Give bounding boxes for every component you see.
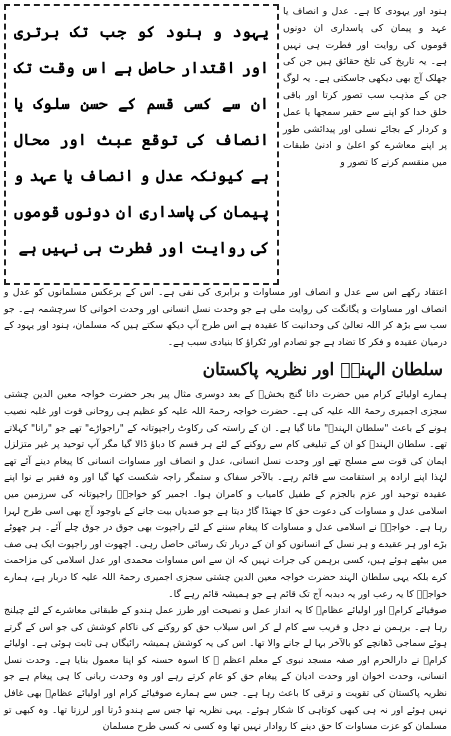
article-body <box>4 285 447 736</box>
section-heading: سلطان الہندؒ اور نظریہ پاکستان <box>202 360 443 381</box>
pull-quote-box <box>4 4 279 285</box>
pull-quote-text: یہود و ہنود کو جب تک برتری اور اقتدار حاصل ہے اس وقت تک ان سے کسی قسم کے حسن سلوک یا انصاف کی توقع عبث اور محال ہے کیونکہ عدل و انصاف یا عہد و پیمان کی پاسداری ان دونوں قوموں کی روایت اور فطرت ہی نہیں ہے <box>14 22 269 257</box>
paragraph-2: ہمارے اولیائے کرام میں حضرت داتا گنج بخشؒ کے بعد دوسری مثال پیر بجر حضرت خواجہ معین الدین چشتی سجزی اجمیری رحمۃ اللہ علیہ کی ہے۔ حضرت خواجہ رحمۃ اللہ علیہ کو عظیم ہی روحانی قوت اور غلبہ نصیب ہونے کے باعث "سلطان الہندؒ" مانا گیا ہے۔ ان کے راستہ کی رکاوٹ راجپوتانہ کے "راجواڑے" تھے جو "رانا" کہلاتے تھے۔ سلطان الہندؒ کو ان کے تبلیغی کام سے روکنے کے لئے ہر قسم کا دباؤ ڈالا گیا مگر آپ توحید پر غیر متزلزل ایمان کی قوت سے مسلح تھے اور وحدت نسل انسانی، عدل و انصاف اور مساوات انسانی کا پیغام دینے آئے تھے لہٰذا اپنے ارادہ پر استقامت سے قائم رہے۔ بالآخر سفاک و ستمگر راجہ شکست کھا گیا اور وہ فقیر بے نوا اپنے عقیدہ توحید اور عزم بالجزم کے طفیل کامیاب و کامران ہوا۔ اجمیر کو خواجہؒ راجپوتانہ کی سرزمین میں اسلامی عدل و مساوات کی دعوت حق کا جھنڈا گاڑ دیتا ہے جو صدیاں بیت جانے کے باوجود آج بھی اسی طرح لہرا رہا ہے۔ خواجہؒ نے اسلامی عدل و مساوات کا پیغام سننے کے لئے راجپوت بھی جوق در جوق چلے آئے۔ ہر چھوٹے بڑے اور ہر عقیدے و ہر نسل کے انسانوں کو ان کے دربار تک رسائی حاصل رہی۔ اچھوت اور راجپوت ایک ہی صف میں بیٹھے ہوئے ہیں، کسی برہمن کی جرات نہیں کہ ان سے اس مساوات محمدی اور عدل اسلامی کی مزاحمت کرے بلکہ یہی سلطان الہند حضرت خواجہ معین الدین چشتی سجزی اجمیری رحمۃ اللہ علیہ کا دربار ہے، ہمارے خواجہؒ کا یہ رعب اور یہ دبدبہ آج تک قائم ہے جو ہمیشہ قائم رہے گا۔ <box>4 389 447 600</box>
paragraph-1: اعتقاد رکھے اس سے عدل و انصاف اور مساوات و برابری کی نفی ہے۔ اس کے برعکس مسلمانوں کو عدل و انصاف اور مساوات و یگانگت کی روایت ملی ہے جو وحدت نسل انسانی اور وحدت اخوانی کا سرچشمہ ہے۔ جو سب سے بڑھ کر اللہ تعالیٰ کی وحدانیت کا عقیدہ ہے اس طرح آپ دیکھ سکتے ہیں کہ مسلمان، ہنود اور یہود کے درمیان عقیدہ و فکر کا تضاد ہے جو تصادم اور ٹکراؤ کا بنیادی سبب ہے۔ <box>4 287 447 348</box>
paragraph-3: صوفیائے کرامؒ اور اولیائے عظامؒ کا یہ انداز عمل و نصیحت اور طرز عمل ہندو کے طبقاتی معاشرے کے لئے چیلنج رہا ہے۔ برہمن نے دجل و فریب سے کام لے کر اس سیلاب حق کو روکنے کی ناکام کوشش کی جو اس کے گرتے ہوئے سماجی ڈھانچے کو بالآخر بہا لے جانے والا تھا۔ اس کی یہ کوشش ہمیشہ رائیگاں ہی ثابت ہوئی ہے۔ اولیائے کرامؒ نے دارالحرم اور صفہ مسجد نبوی کے معلم اعظم ﷺ کا اسوہ حسنہ کو اپنا معمول بنایا ہے۔ وحدت نسل انسانی، وحدت اخوان اور وحدت ادیان کے پیغام حق کو عام کرتے رہے اور وہ وحدت ربانی کا ہی پیغام ہے جو نظریہ پاکستان کی تقویت و ترقی کا باعث رہا ہے۔ جس سے ہمارے صوفیائے کرام اور اولیائے عظامؒ بھی غافل نہیں ہوئے اور نہ ہی کبھی کوتاہی کا شکار ہوئے۔ یہی نظریہ تھا جس سے ہندو ڈرتا اور لرزتا تھا۔ وہ کبھی تو مسلمان کو عزت مساوات کا حق دینے کا روادار نہیں تھا وہ کسی نہ کسی طرح مسلمان <box>4 605 447 733</box>
side-column-text: ہنود اور یہودی کا ہے۔ عدل و انصاف یا عہد و پیمان کی پاسداری ان دونوں قوموں کی روایت اور فطرت ہی نہیں ہے۔ یہ تاریخ کی تلخ حقائق ہیں جن کی جھلک آج بھی دیکھی جاسکتی ہے۔ یہ لوگ جن کے مذہب سب تصور کرتا اور باقی خلق خدا کو اپنے سے حقیر سمجھا یا عمل و کردار کے بجائے نسلی اور پیدائشی طور پر اپنے معاشرے کو اعلیٰ و ادنیٰ طبقات میں منقسم کرنے کا تصور و <box>283 6 447 169</box>
side-column <box>283 4 447 285</box>
top-section <box>4 4 447 285</box>
